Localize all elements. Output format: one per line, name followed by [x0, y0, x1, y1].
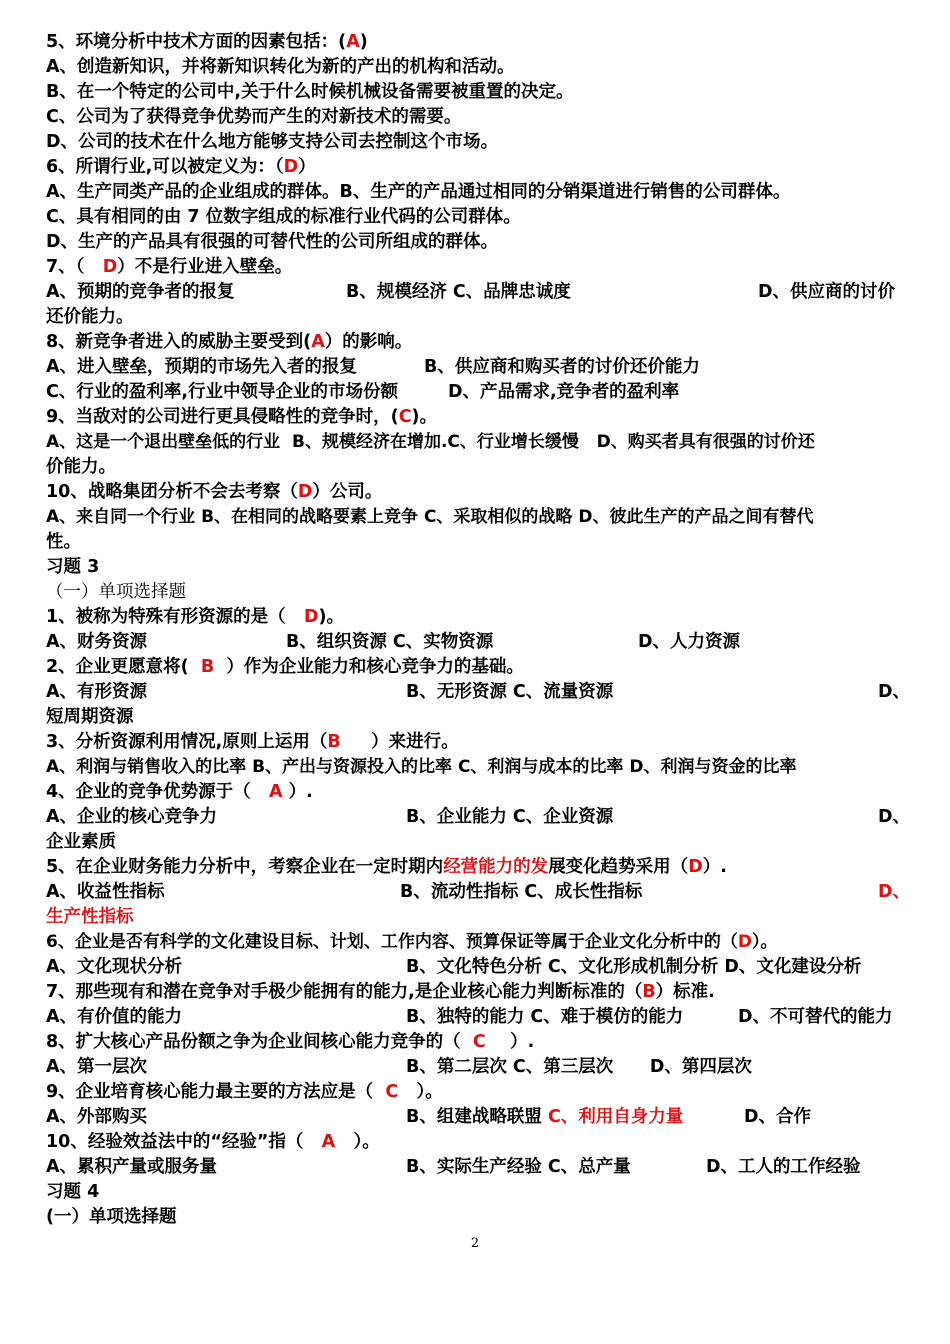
question-stem: 9、当敌对的公司进行更具侵略性的竞争时，( — [46, 407, 399, 427]
question-stem: 2、企业更愿意将( — [46, 657, 201, 677]
question-6 — [46, 155, 316, 179]
option-bc: B、组织资源 C、实物资源 — [286, 632, 494, 652]
option-bc: B、无形资源 C、流量资源 — [406, 682, 614, 702]
question-stem-cont: 展变化趋势采用（ — [548, 857, 689, 877]
answer-key: B — [327, 732, 341, 752]
question-stem: 10、经验效益法中的“经验”指（ — [46, 1132, 322, 1152]
question-stem: 4、企业的竞争优势源于（ — [46, 782, 269, 802]
option-bc: B、流动性指标 C、成长性指标 — [400, 882, 643, 902]
question-stem-end: ）. — [282, 782, 313, 802]
option-d: D、人力资源 — [638, 632, 741, 652]
question-7 — [46, 255, 292, 279]
option-d: D、不可替代的能力 — [738, 1007, 893, 1027]
option-a: A、有形资源 — [46, 682, 148, 702]
question-2 — [46, 655, 524, 679]
question-stem-end: ）. — [485, 1032, 535, 1052]
question-10 — [46, 480, 382, 504]
question-stem-end: )。 — [411, 407, 438, 427]
question-stem-end: ）作为企业能力和核心竞争力的基础。 — [214, 657, 524, 677]
option-d: D、工人的工作经验 — [706, 1157, 861, 1177]
answer-key: D — [737, 932, 752, 952]
option-d: D、产品需求,竞争者的盈利率 — [448, 382, 680, 402]
answer-key: D — [688, 857, 703, 877]
answer-key: D — [283, 157, 299, 177]
option-a: A、预期的竞争者的报复 — [46, 282, 235, 302]
answer-key: A — [311, 332, 325, 352]
option-d: D、合作 — [744, 1107, 812, 1127]
question-1 — [46, 605, 344, 629]
question-9b — [46, 1080, 443, 1104]
question-stem: 5、在企业财务能力分析中，考察企业在一定时期内 — [46, 857, 444, 877]
question-stem-end: ）。 — [335, 1132, 380, 1152]
option-c: C、公司为了获得竞争优势而产生的对新技术的需要。 — [46, 107, 462, 127]
option-ab: A、生产同类产品的企业组成的群体。B、生产的产品通过相同的分销渠道进行销售的公司群体。 — [46, 182, 791, 202]
option-d: D、供应商的讨价 — [758, 282, 896, 302]
option-d-cont: 还价能力。 — [46, 307, 134, 327]
question-stem-end: ）标准. — [655, 982, 715, 1002]
exercise-3-title: 习题 3 — [46, 557, 100, 577]
question-stem-end: ) — [359, 32, 368, 52]
option-a: A、累积产量或服务量 — [46, 1157, 218, 1177]
question-7b — [46, 980, 715, 1004]
answer-key: A — [346, 32, 360, 52]
question-stem: 8、扩大核心产品份额之争为企业间核心能力竞争的（ — [46, 1032, 473, 1052]
option-b: B、在一个特定的公司中,关于什么时候机械设备需要被重置的决定。 — [46, 82, 574, 102]
question-stem: 1、被称为特殊有形资源的是（ — [46, 607, 304, 627]
question-stem-end: ）来进行。 — [340, 732, 459, 752]
exercise-4-title: 习题 4 — [46, 1182, 100, 1202]
option-bc: B、规模经济 C、品牌忠诚度 — [346, 282, 571, 302]
question-stem-end: )。 — [318, 607, 344, 627]
answer-key: C — [398, 407, 412, 427]
answer-key: B — [200, 657, 215, 677]
answer-key: C — [385, 1082, 399, 1102]
option-b: B、供应商和购买者的讨价还价能力 — [424, 357, 700, 377]
option-b-and-c — [406, 1105, 683, 1129]
question-stem-end: ） — [298, 157, 316, 177]
answer-key: D — [303, 607, 319, 627]
option-d-cont: 短周期资源 — [46, 707, 134, 727]
question-stem-end: ）不是行业进入壁垒。 — [117, 257, 293, 277]
question-8b — [46, 1030, 534, 1054]
option-bcd: B、文化特色分析 C、文化形成机制分析 D、文化建设分析 — [406, 957, 862, 977]
option-a: A、外部购买 — [46, 1107, 148, 1127]
question-stem-end: ）。 — [398, 1082, 443, 1102]
question-4 — [46, 780, 313, 804]
answer-key: B — [642, 982, 656, 1002]
options-line-cont: 价能力。 — [46, 457, 116, 477]
question-stem: 7、那些现有和潜在竞争对手极少能拥有的能力,是企业核心能力判断标准的（ — [46, 982, 643, 1002]
option-d: D、生产的产品具有很强的可替代性的公司所组成的群体。 — [46, 232, 499, 252]
question-stem: 8、新竞争者进入的威胁主要受到( — [46, 332, 312, 352]
option-bc: B、独特的能力 C、难于模仿的能力 — [406, 1007, 684, 1027]
answer-key: A — [268, 782, 283, 802]
option-bc: B、实际生产经验 C、总产量 — [406, 1157, 631, 1177]
option-a: A、文化现状分析 — [46, 957, 183, 977]
option-bc: B、企业能力 C、企业资源 — [406, 807, 614, 827]
question-stem: 6、所谓行业,可以被定义为：（ — [46, 157, 284, 177]
question-stem: 10、战略集团分析不会去考察（ — [46, 482, 298, 502]
option-c: C、行业的盈利率,行业中领导企业的市场份额 — [46, 382, 398, 402]
option-a: A、财务资源 — [46, 632, 148, 652]
exercise-4-section: (一）单项选择题 — [46, 1207, 177, 1227]
answer-key: C — [472, 1032, 486, 1052]
question-9 — [46, 405, 437, 429]
page-number: 2 — [470, 1236, 480, 1251]
exercise-3-section: （一）单项选择题 — [46, 582, 186, 602]
option-d-cont: 生产性指标 — [46, 907, 134, 927]
option-a: A、收益性指标 — [46, 882, 165, 902]
option-bcd: B、第二层次 C、第三层次 D、第四层次 — [406, 1057, 752, 1077]
answer-key: A — [321, 1132, 336, 1152]
option-b: B、组建战略联盟 — [406, 1107, 548, 1127]
question-stem: 9、企业培育核心能力最主要的方法应是（ — [46, 1082, 386, 1102]
question-8 — [46, 330, 412, 354]
option-d: D、 — [878, 807, 911, 827]
answer-key: D — [297, 482, 313, 502]
option-a: A、企业的核心竞争力 — [46, 807, 218, 827]
question-stem: 6、企业是否有科学的文化建设目标、计划、工作内容、预算保证等属于企业文化分析中的（ — [46, 932, 738, 952]
options-line: A、来自同一个行业 B、在相同的战略要素上竞争 C、采取相似的战略 D、彼此生产的产品之间有替代 — [46, 507, 814, 527]
option-d: D、 — [878, 682, 911, 702]
option-a: A、进入壁垒，预期的市场先入者的报复 — [46, 357, 358, 377]
option-a: A、第一层次 — [46, 1057, 148, 1077]
option-c: C、利用自身力量 — [547, 1107, 684, 1127]
option-c: C、具有相同的由 7 位数字组成的标准行业代码的公司群体。 — [46, 207, 521, 227]
answer-key: D — [102, 257, 118, 277]
option-a: A、创造新知识，并将新知识转化为新的产出的机构和活动。 — [46, 57, 515, 77]
question-stem: 7、（ — [46, 257, 103, 277]
options-line: A、这是一个退出壁垒低的行业 B、规模经济在增加.C、行业增长缓慢 D、购买者具有很强的讨价还 — [46, 432, 815, 452]
options-line: A、利润与销售收入的比率 B、产出与资源投入的比率 C、利润与成本的比率 D、利润与资金的比率 — [46, 757, 797, 777]
options-line-cont: 性。 — [46, 532, 81, 552]
question-stem: 5、环境分析中技术方面的因素包括：( — [46, 32, 347, 52]
highlighted-phrase: 经营能力的发 — [443, 857, 549, 877]
question-10b — [46, 1130, 380, 1154]
question-6b — [46, 930, 777, 954]
option-d: D、 — [878, 882, 911, 902]
question-stem-end: ）。 — [751, 932, 778, 952]
question-5b — [46, 855, 727, 879]
question-3 — [46, 730, 459, 754]
question-stem-end: ）. — [702, 857, 727, 877]
option-d-cont: 企业素质 — [46, 832, 116, 852]
question-stem-end: ）公司。 — [312, 482, 383, 502]
option-a: A、有价值的能力 — [46, 1007, 183, 1027]
question-stem: 3、分析资源利用情况,原则上运用（ — [46, 732, 328, 752]
option-d: D、公司的技术在什么地方能够支持公司去控制这个市场。 — [46, 132, 499, 152]
question-stem-end: ）的影响。 — [324, 332, 413, 352]
question-5 — [46, 30, 368, 54]
